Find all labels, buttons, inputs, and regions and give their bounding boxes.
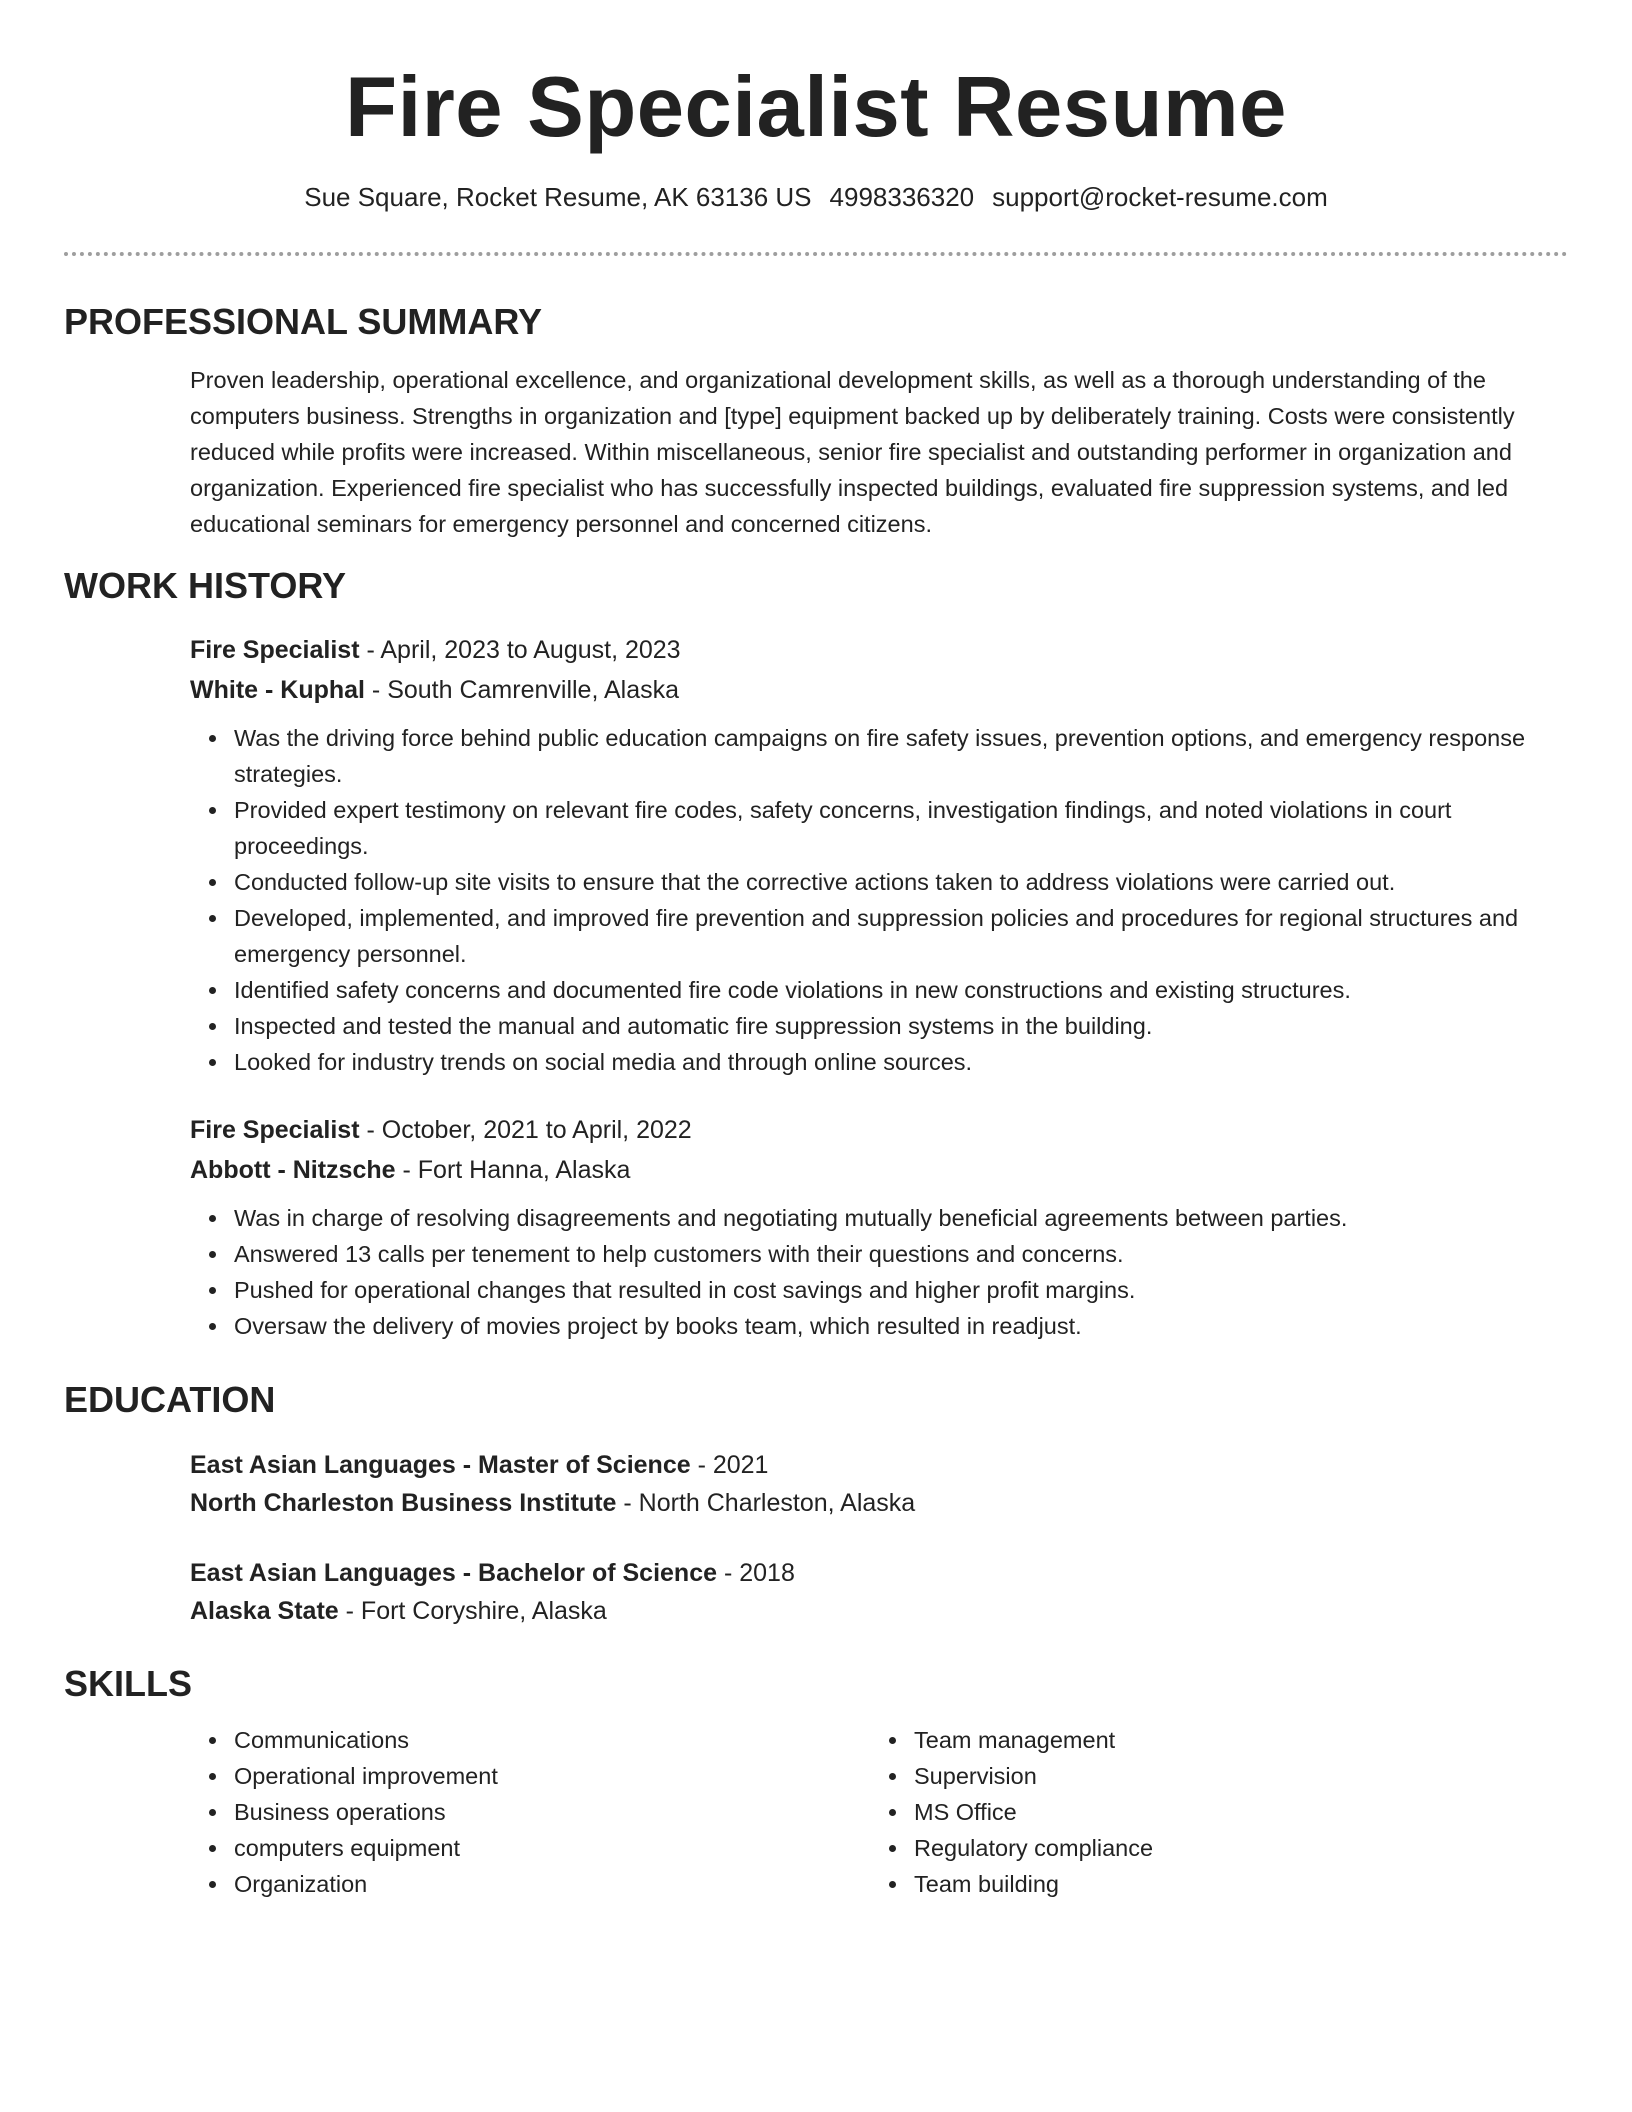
job-company-line: [190, 670, 1568, 710]
contact-line: [64, 180, 1568, 214]
list-item: Oversaw the delivery of movies project by books team, which resulted in readjust.: [234, 1308, 1568, 1344]
job-entry: [190, 630, 1568, 1080]
skill-item: Team building: [914, 1866, 1550, 1902]
education-list: [64, 1446, 1568, 1630]
list-item: Developed, implemented, and improved fire prevention and suppression policies and procedures for regional structures and emergency personnel.: [234, 900, 1568, 972]
list-item: Was in charge of resolving disagreements and negotiating mutually beneficial agreements between parties.: [234, 1200, 1568, 1236]
list-item: Looked for industry trends on social media and through online sources.: [234, 1044, 1568, 1080]
list-item: Answered 13 calls per tenement to help customers with their questions and concerns.: [234, 1236, 1568, 1272]
degree: East Asian Languages - Master of Science: [190, 1451, 691, 1479]
skill-item: Regulatory compliance: [914, 1830, 1550, 1866]
degree-year: - 2018: [717, 1559, 795, 1587]
list-item: Conducted follow-up site visits to ensure that the corrective actions taken to address violations were carried out.: [234, 864, 1568, 900]
skill-item: Communications: [234, 1722, 870, 1758]
degree-line: [190, 1446, 1568, 1484]
job-dates: - April, 2023 to August, 2023: [359, 636, 681, 664]
summary-heading: PROFESSIONAL SUMMARY: [64, 301, 543, 342]
school-location: - Fort Coryshire, Alaska: [338, 1597, 607, 1625]
skills-column-right: [870, 1722, 1550, 1902]
education-entry: [190, 1446, 1568, 1522]
skill-item: Team management: [914, 1722, 1550, 1758]
skill-item: MS Office: [914, 1794, 1550, 1830]
skills-list-left: [190, 1722, 870, 1902]
resume-title: Fire Specialist Resume: [345, 60, 1287, 155]
degree-line: [190, 1554, 1568, 1592]
job-bullets: [190, 1200, 1568, 1344]
work-history-list: [64, 630, 1568, 1344]
skill-item: Business operations: [234, 1794, 870, 1830]
work-history-heading: WORK HISTORY: [64, 565, 347, 606]
job-location: - Fort Hanna, Alaska: [395, 1156, 631, 1184]
skill-item: computers equipment: [234, 1830, 870, 1866]
contact-address: Sue Square, Rocket Resume, AK 63136 US: [304, 182, 812, 212]
education-heading: EDUCATION: [64, 1379, 276, 1420]
job-title-line: [190, 630, 1568, 670]
school: North Charleston Business Institute: [190, 1489, 617, 1517]
job-company-line: [190, 1150, 1568, 1190]
header-divider: [64, 252, 1568, 256]
list-item: Pushed for operational changes that resulted in cost savings and higher profit margins.: [234, 1272, 1568, 1308]
job-bullets: [190, 720, 1568, 1080]
job-location: - South Camrenville, Alaska: [364, 676, 680, 704]
list-item: Inspected and tested the manual and automatic fire suppression systems in the building.: [234, 1008, 1568, 1044]
skill-item: Operational improvement: [234, 1758, 870, 1794]
school-line: [190, 1484, 1568, 1522]
job-company: White - Kuphal: [190, 676, 365, 704]
degree: East Asian Languages - Bachelor of Science: [190, 1559, 718, 1587]
school: Alaska State: [190, 1597, 339, 1625]
degree-year: - 2021: [690, 1451, 769, 1479]
skills-heading: SKILLS: [64, 1663, 193, 1704]
education-entry: [190, 1554, 1568, 1630]
school-location: - North Charleston, Alaska: [616, 1489, 916, 1517]
job-entry: [190, 1110, 1568, 1344]
school-line: [190, 1592, 1568, 1630]
list-item: Identified safety concerns and documented fire code violations in new constructions and existing structures.: [234, 972, 1568, 1008]
skills-list-right: [870, 1722, 1550, 1902]
contact-email: support@rocket-resume.com: [992, 182, 1328, 212]
job-dates: - October, 2021 to April, 2022: [359, 1116, 692, 1144]
skill-item: Supervision: [914, 1758, 1550, 1794]
job-title: Fire Specialist: [190, 636, 360, 664]
job-title: Fire Specialist: [190, 1116, 360, 1144]
list-item: Was the driving force behind public education campaigns on fire safety issues, prevention options, and emergency response strategies.: [234, 720, 1568, 792]
job-title-line: [190, 1110, 1568, 1150]
summary-text: Proven leadership, operational excellence, and organizational development skills, as well as a thorough understanding of the computers business. Strengths in organization and [type] equipment backed up by deliberately training. Costs were consistently reduced while profits were increased. Within miscellaneous, senior fire specialist and outstanding performer in organization and organization. Experienced fire specialist who has successfully inspected buildings, evaluated fire suppression systems, and led educational seminars for emergency personnel and concerned citizens.: [190, 367, 1515, 537]
skill-item: Organization: [234, 1866, 870, 1902]
job-company: Abbott - Nitzsche: [190, 1156, 396, 1184]
list-item: Provided expert testimony on relevant fire codes, safety concerns, investigation findings, and noted violations in court proceedings.: [234, 792, 1568, 864]
skills-column-left: [190, 1722, 870, 1902]
skills-grid: [64, 1722, 1568, 1902]
contact-phone: 4998336320: [829, 182, 975, 212]
